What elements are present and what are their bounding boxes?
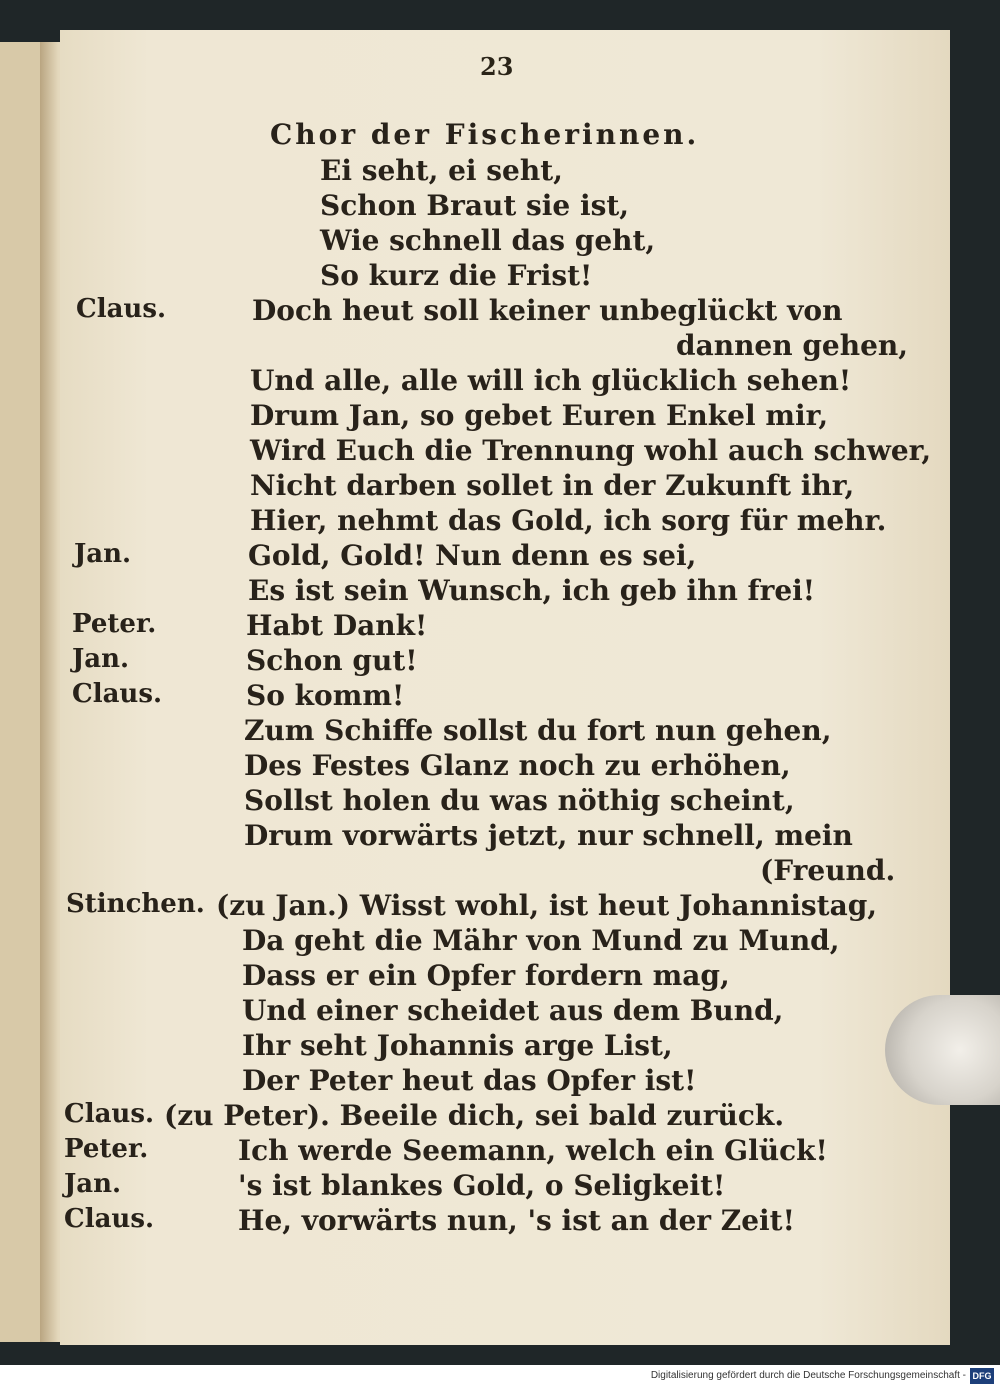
verse-line: Ihr seht Johannis arge List,: [242, 1029, 673, 1062]
dfg-logo: DFG: [970, 1368, 994, 1384]
speaker-name: Jan.: [64, 1169, 122, 1199]
verse-line: dannen gehen,: [676, 329, 909, 362]
verse-line: Habt Dank!: [246, 609, 428, 642]
verse-line: Doch heut soll keiner unbeglückt von: [252, 294, 843, 327]
verse-line: Und einer scheidet aus dem Bund,: [242, 994, 784, 1027]
verse-line: Schon gut!: [246, 644, 418, 677]
verse-line: Drum vorwärts jetzt, nur schnell, mein: [244, 819, 853, 852]
verse-line: So komm!: [246, 679, 405, 712]
verse-line: Zum Schiffe sollst du fort nun gehen,: [244, 714, 832, 747]
speaker-name: Claus.: [64, 1204, 155, 1234]
verse-line: Hier, nehmt das Gold, ich sorg für mehr.: [250, 504, 887, 537]
verse-line: 's ist blankes Gold, o Seligkeit!: [238, 1169, 726, 1202]
footer-bar: [0, 1365, 1000, 1388]
verse-line: Drum Jan, so gebet Euren Enkel mir,: [250, 399, 829, 432]
verse-line: (zu Jan.) Wisst wohl, ist heut Johannistag,: [216, 889, 878, 922]
verse-line: Dass er ein Opfer fordern mag,: [242, 959, 730, 992]
verse-line: Wie schnell das geht,: [320, 224, 656, 257]
speaker-name: Jan.: [72, 644, 130, 674]
verse-line: Schon Braut sie ist,: [320, 189, 630, 222]
verse-line: Der Peter heut das Opfer ist!: [242, 1064, 697, 1097]
verse-line: Ei seht, ei seht,: [320, 154, 563, 187]
verse-line: Da geht die Mähr von Mund zu Mund,: [242, 924, 840, 957]
speaker-name: Peter.: [72, 609, 157, 639]
speaker-name: Claus.: [64, 1099, 155, 1129]
verse-line: Es ist sein Wunsch, ich geb ihn frei!: [248, 574, 816, 607]
speaker-name: Jan.: [74, 539, 132, 569]
verse-line: Gold, Gold! Nun denn es sei,: [248, 539, 697, 572]
clip-tab: [885, 995, 1000, 1105]
verse-line: So kurz die Frist!: [320, 259, 593, 292]
verse-line: Und alle, alle will ich glücklich sehen!: [250, 364, 852, 397]
verse-line: Wird Euch die Trennung wohl auch schwer,: [250, 434, 932, 467]
verse-line: Sollst holen du was nöthig scheint,: [244, 784, 795, 817]
page-number: 23: [480, 52, 514, 81]
verse-line: Nicht darben sollet in der Zukunft ihr,: [250, 469, 855, 502]
verse-line: (zu Peter). Beeile dich, sei bald zurück.: [164, 1099, 785, 1132]
speaker-name: Stinchen.: [66, 889, 205, 919]
speaker-name: Claus.: [72, 679, 163, 709]
speaker-name: Peter.: [64, 1134, 149, 1164]
verse-line: Ich werde Seemann, welch ein Glück!: [238, 1134, 828, 1167]
verse-line: Des Festes Glanz noch zu erhöhen,: [244, 749, 791, 782]
verse-line: (Freund.: [760, 854, 896, 887]
funding-credit: Digitalisierung gefördert durch die Deutsche Forschungsgemeinschaft -: [650, 1370, 966, 1381]
verse-line: He, vorwärts nun, 's ist an der Zeit!: [238, 1204, 795, 1237]
speaker-name: Claus.: [76, 294, 167, 324]
chorus-heading: Chor der Fischerinnen.: [270, 118, 700, 151]
